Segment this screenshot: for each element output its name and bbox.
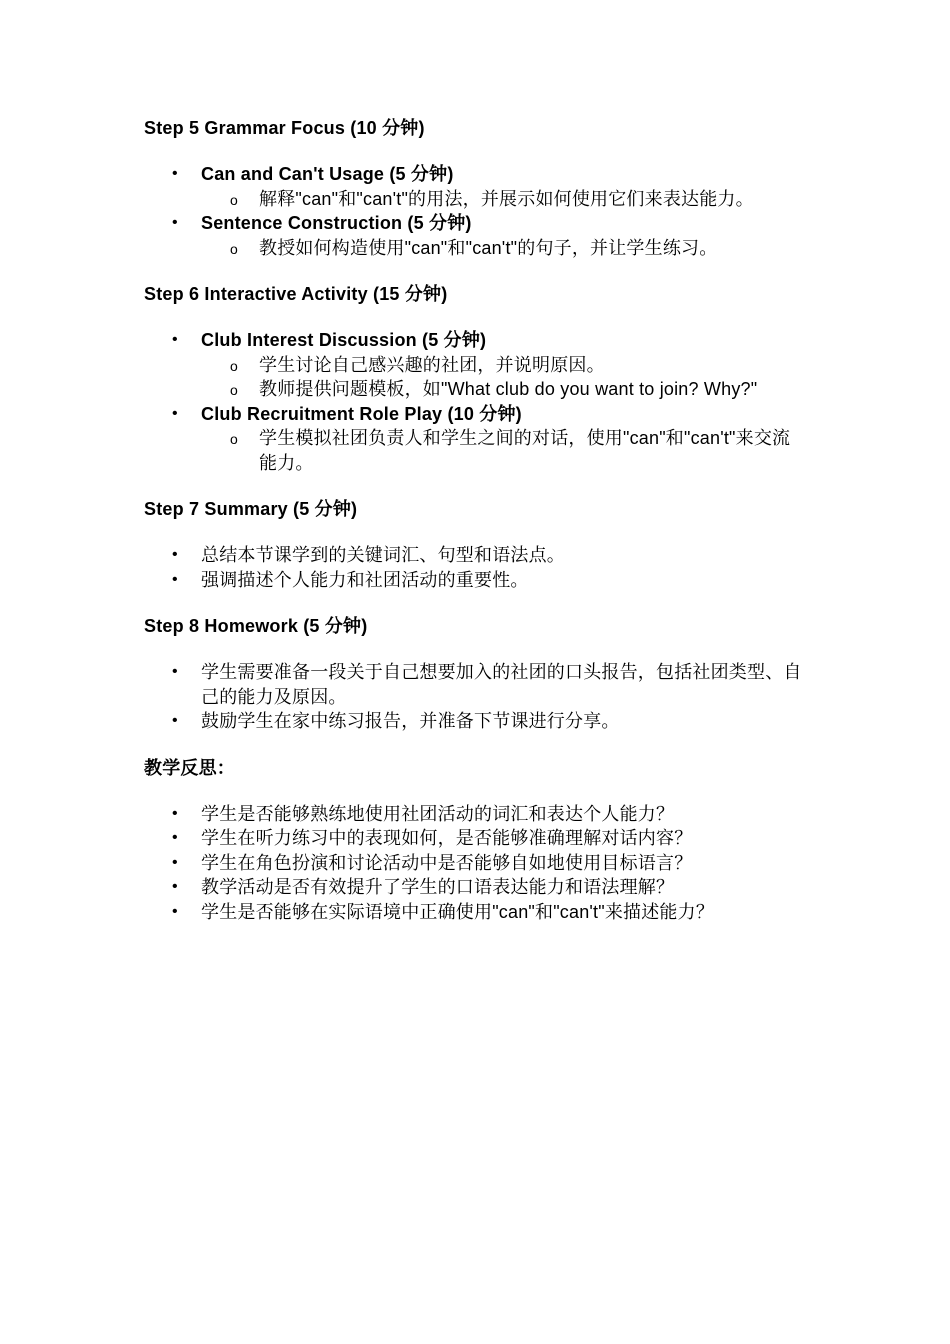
list-item: [144, 211, 804, 260]
sub-list: [201, 353, 804, 402]
sub-list: [201, 236, 804, 261]
list-item: • 学生在听力练习中的表现如何，是否能够准确理解对话内容？: [144, 826, 804, 851]
item-title: • Can and Can't Usage (5 分钟): [201, 164, 454, 184]
list-item: • 鼓励学生在家中练习报告，并准备下节课进行分享。: [144, 709, 804, 734]
section-heading-step8: Step 8 Homework (5 分钟): [144, 616, 368, 636]
section-heading-step7: Step 7 Summary (5 分钟): [144, 499, 358, 519]
list-item: [144, 328, 804, 402]
item-title: • Sentence Construction (5 分钟): [201, 213, 472, 233]
sub-list-item: o 教授如何构造使用"can"和"can't"的句子，并让学生练习。: [201, 236, 804, 261]
document-page: [144, 116, 804, 946]
item-title: • Club Interest Discussion (5 分钟): [201, 330, 487, 350]
sub-list: [201, 187, 804, 212]
list-item: • 学生在角色扮演和讨论活动中是否能够自如地使用目标语言？: [144, 851, 804, 876]
section-heading-reflection: 教学反思：: [144, 757, 235, 778]
list-item: • 教学活动是否有效提升了学生的口语表达能力和语法理解？: [144, 875, 804, 900]
step5-list: [144, 162, 804, 260]
section-heading-step5: Step 5 Grammar Focus (10 分钟): [144, 118, 425, 138]
step8-list: [144, 660, 804, 734]
step7-list: [144, 543, 804, 592]
list-item: • 学生需要准备一段关于自己想要加入的社团的口头报告，包括社团类型、自己的能力及原因。: [144, 660, 804, 709]
sub-list-item: o 学生讨论自己感兴趣的社团，并说明原因。: [201, 353, 804, 378]
list-item: • 总结本节课学到的关键词汇、句型和语法点。: [144, 543, 804, 568]
sub-list-item: o 教师提供问题模板，如"What club do you want to join? Why?": [201, 377, 804, 402]
step6-list: [144, 328, 804, 475]
list-item: • 学生是否能够熟练地使用社团活动的词汇和表达个人能力？: [144, 802, 804, 827]
item-title: • Club Recruitment Role Play (10 分钟): [201, 403, 522, 424]
list-item: • 学生是否能够在实际语境中正确使用"can"和"can't"来描述能力？: [144, 900, 804, 925]
list-item: • 强调描述个人能力和社团活动的重要性。: [144, 568, 804, 593]
sub-list-item: o 学生模拟社团负责人和学生之间的对话，使用"can"和"can't"来交流能力。: [201, 426, 804, 475]
list-item: [144, 402, 804, 476]
sub-list-item: o 解释"can"和"can't"的用法，并展示如何使用它们来表达能力。: [201, 187, 804, 212]
sub-list: [201, 426, 804, 475]
section-heading-step6: Step 6 Interactive Activity (15 分钟): [144, 284, 448, 304]
list-item: [144, 162, 804, 211]
reflection-list: [144, 802, 804, 925]
